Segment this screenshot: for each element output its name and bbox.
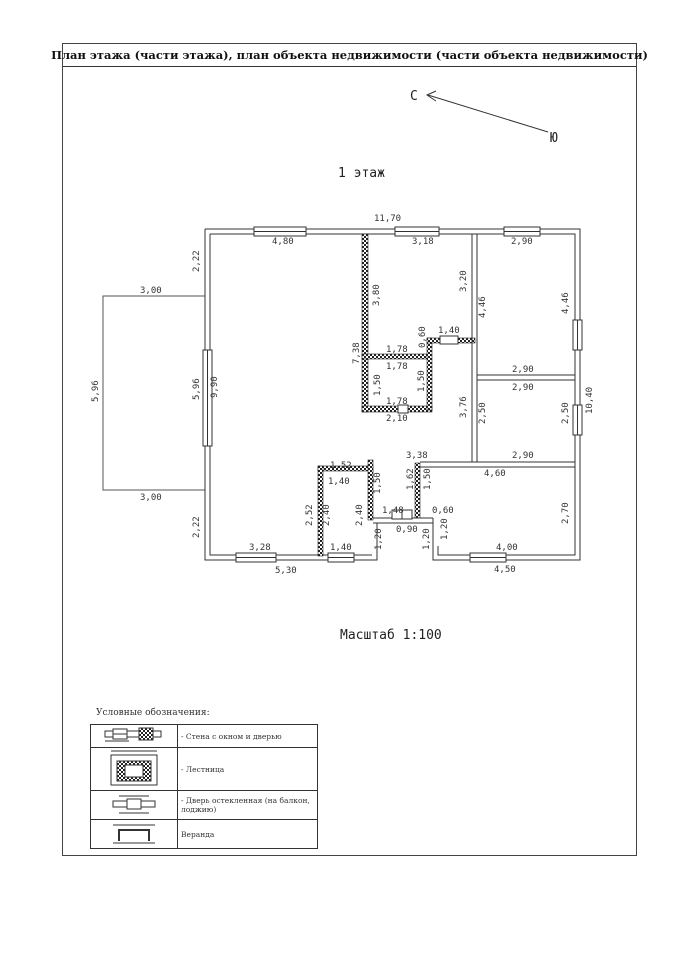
compass-south: Ю	[550, 131, 558, 146]
dim-right-overall: 10,40	[585, 386, 595, 414]
legend-label-wall: - Стена с окном и дверью	[178, 725, 318, 748]
veranda-symbol-icon	[91, 820, 178, 849]
staircase-symbol-icon	[91, 748, 178, 791]
legend-row	[91, 820, 318, 849]
legend-row	[91, 725, 318, 748]
dim-vest-8: 1,20	[440, 518, 450, 540]
dim-overall-bottom-left: 5,30	[275, 566, 297, 576]
dim-stair-wall: 7,38	[352, 342, 362, 364]
legend	[90, 708, 320, 849]
dim-closet-3: 1,78	[386, 397, 408, 407]
legend-label-glazed-door: - Дверь остекленная (на балкон, лоджию)	[178, 791, 318, 820]
dim-right-mid-2: 2,90	[512, 383, 534, 393]
dim-right-mid-h2: 2,50	[561, 402, 571, 424]
dim-bath-inner: 1,40	[328, 477, 350, 487]
dim-right-mid-h: 2,50	[478, 402, 488, 424]
dim-vest-4: 0,60	[432, 506, 454, 516]
dim-stair-upper: 3,80	[372, 284, 382, 306]
dim-veranda-side: 5,96	[91, 380, 101, 402]
dim-vest-1: 1,62	[406, 468, 416, 490]
dim-inner-376: 3,76	[459, 396, 469, 418]
compass-north: С	[410, 89, 418, 104]
dim-closet-bottom: 2,10	[386, 414, 408, 424]
dim-vest-7: 1,20	[422, 528, 432, 550]
wall-window-door-symbol-icon	[91, 725, 178, 748]
floor-label: 1 этаж	[338, 166, 385, 181]
dim-bottom-room-h: 2,70	[561, 502, 571, 524]
dim-bath-side: 1,50	[373, 472, 383, 494]
legend-label-stairs: - Лестница	[178, 748, 318, 791]
dim-bath-bottom: 1,40	[330, 543, 352, 553]
dim-vest-3: 1,48	[382, 506, 404, 516]
dim-top-mid-room: 3,18	[412, 237, 434, 247]
dim-vest-5: 0,90	[396, 525, 418, 535]
glazed-door-symbol-icon	[91, 791, 178, 820]
dim-right-mid-top: 2,90	[512, 365, 534, 375]
dim-top-left-window: 4,80	[272, 237, 294, 247]
dim-bath-top: 1,52	[330, 461, 352, 471]
dim-left-upper: 2,22	[192, 250, 202, 272]
dim-closet-h2: 1,50	[417, 370, 427, 392]
dim-right-mid-bottom: 2,90	[512, 451, 534, 461]
dim-right-446b: 4,46	[561, 292, 571, 314]
dim-closet-2: 1,78	[386, 362, 408, 372]
dim-bottom-room-top: 4,60	[484, 469, 506, 479]
dim-hall-step: 1,40	[438, 326, 460, 336]
dim-inner-338: 3,38	[406, 451, 428, 461]
dim-hall-step-h: 0,60	[418, 326, 428, 348]
dim-left-window: 5,96	[192, 378, 202, 400]
dim-bottom-room-bottom: 4,00	[496, 543, 518, 553]
legend-label-veranda: Веранда	[178, 820, 318, 849]
dim-overall-top: 11,70	[374, 214, 402, 224]
dim-hall-height: 3,20	[459, 270, 469, 292]
dim-bath-h3: 2,40	[355, 504, 365, 526]
legend-row	[91, 748, 318, 791]
dim-closet-1: 1,78	[386, 345, 408, 355]
scale-label: Масштаб 1:100	[340, 628, 442, 643]
legend-row	[91, 791, 318, 820]
dim-top-right-room: 2,90	[511, 237, 533, 247]
legend-table	[90, 724, 318, 849]
dim-left-inner: 9,90	[210, 376, 220, 398]
dim-closet-h1: 1,50	[373, 374, 383, 396]
page-title: План этажа (части этажа), план объекта недвижимости (части объекта недвижимости)	[63, 44, 636, 67]
dim-right-446a: 4,46	[478, 296, 488, 318]
dim-bath-h1: 2,52	[305, 504, 315, 526]
legend-title: Условные обозначения:	[96, 708, 210, 718]
dim-bottom-left-room: 3,28	[249, 543, 271, 553]
dim-veranda-bottom: 3,00	[140, 493, 162, 503]
dim-vest-6: 1,20	[374, 528, 384, 550]
dim-left-lower: 2,22	[192, 516, 202, 538]
dim-bath-h2: 2,40	[322, 504, 332, 526]
dim-overall-bottom-right: 4,50	[494, 565, 516, 575]
dim-vest-2: 1,50	[423, 468, 433, 490]
dim-veranda-top: 3,00	[140, 286, 162, 296]
